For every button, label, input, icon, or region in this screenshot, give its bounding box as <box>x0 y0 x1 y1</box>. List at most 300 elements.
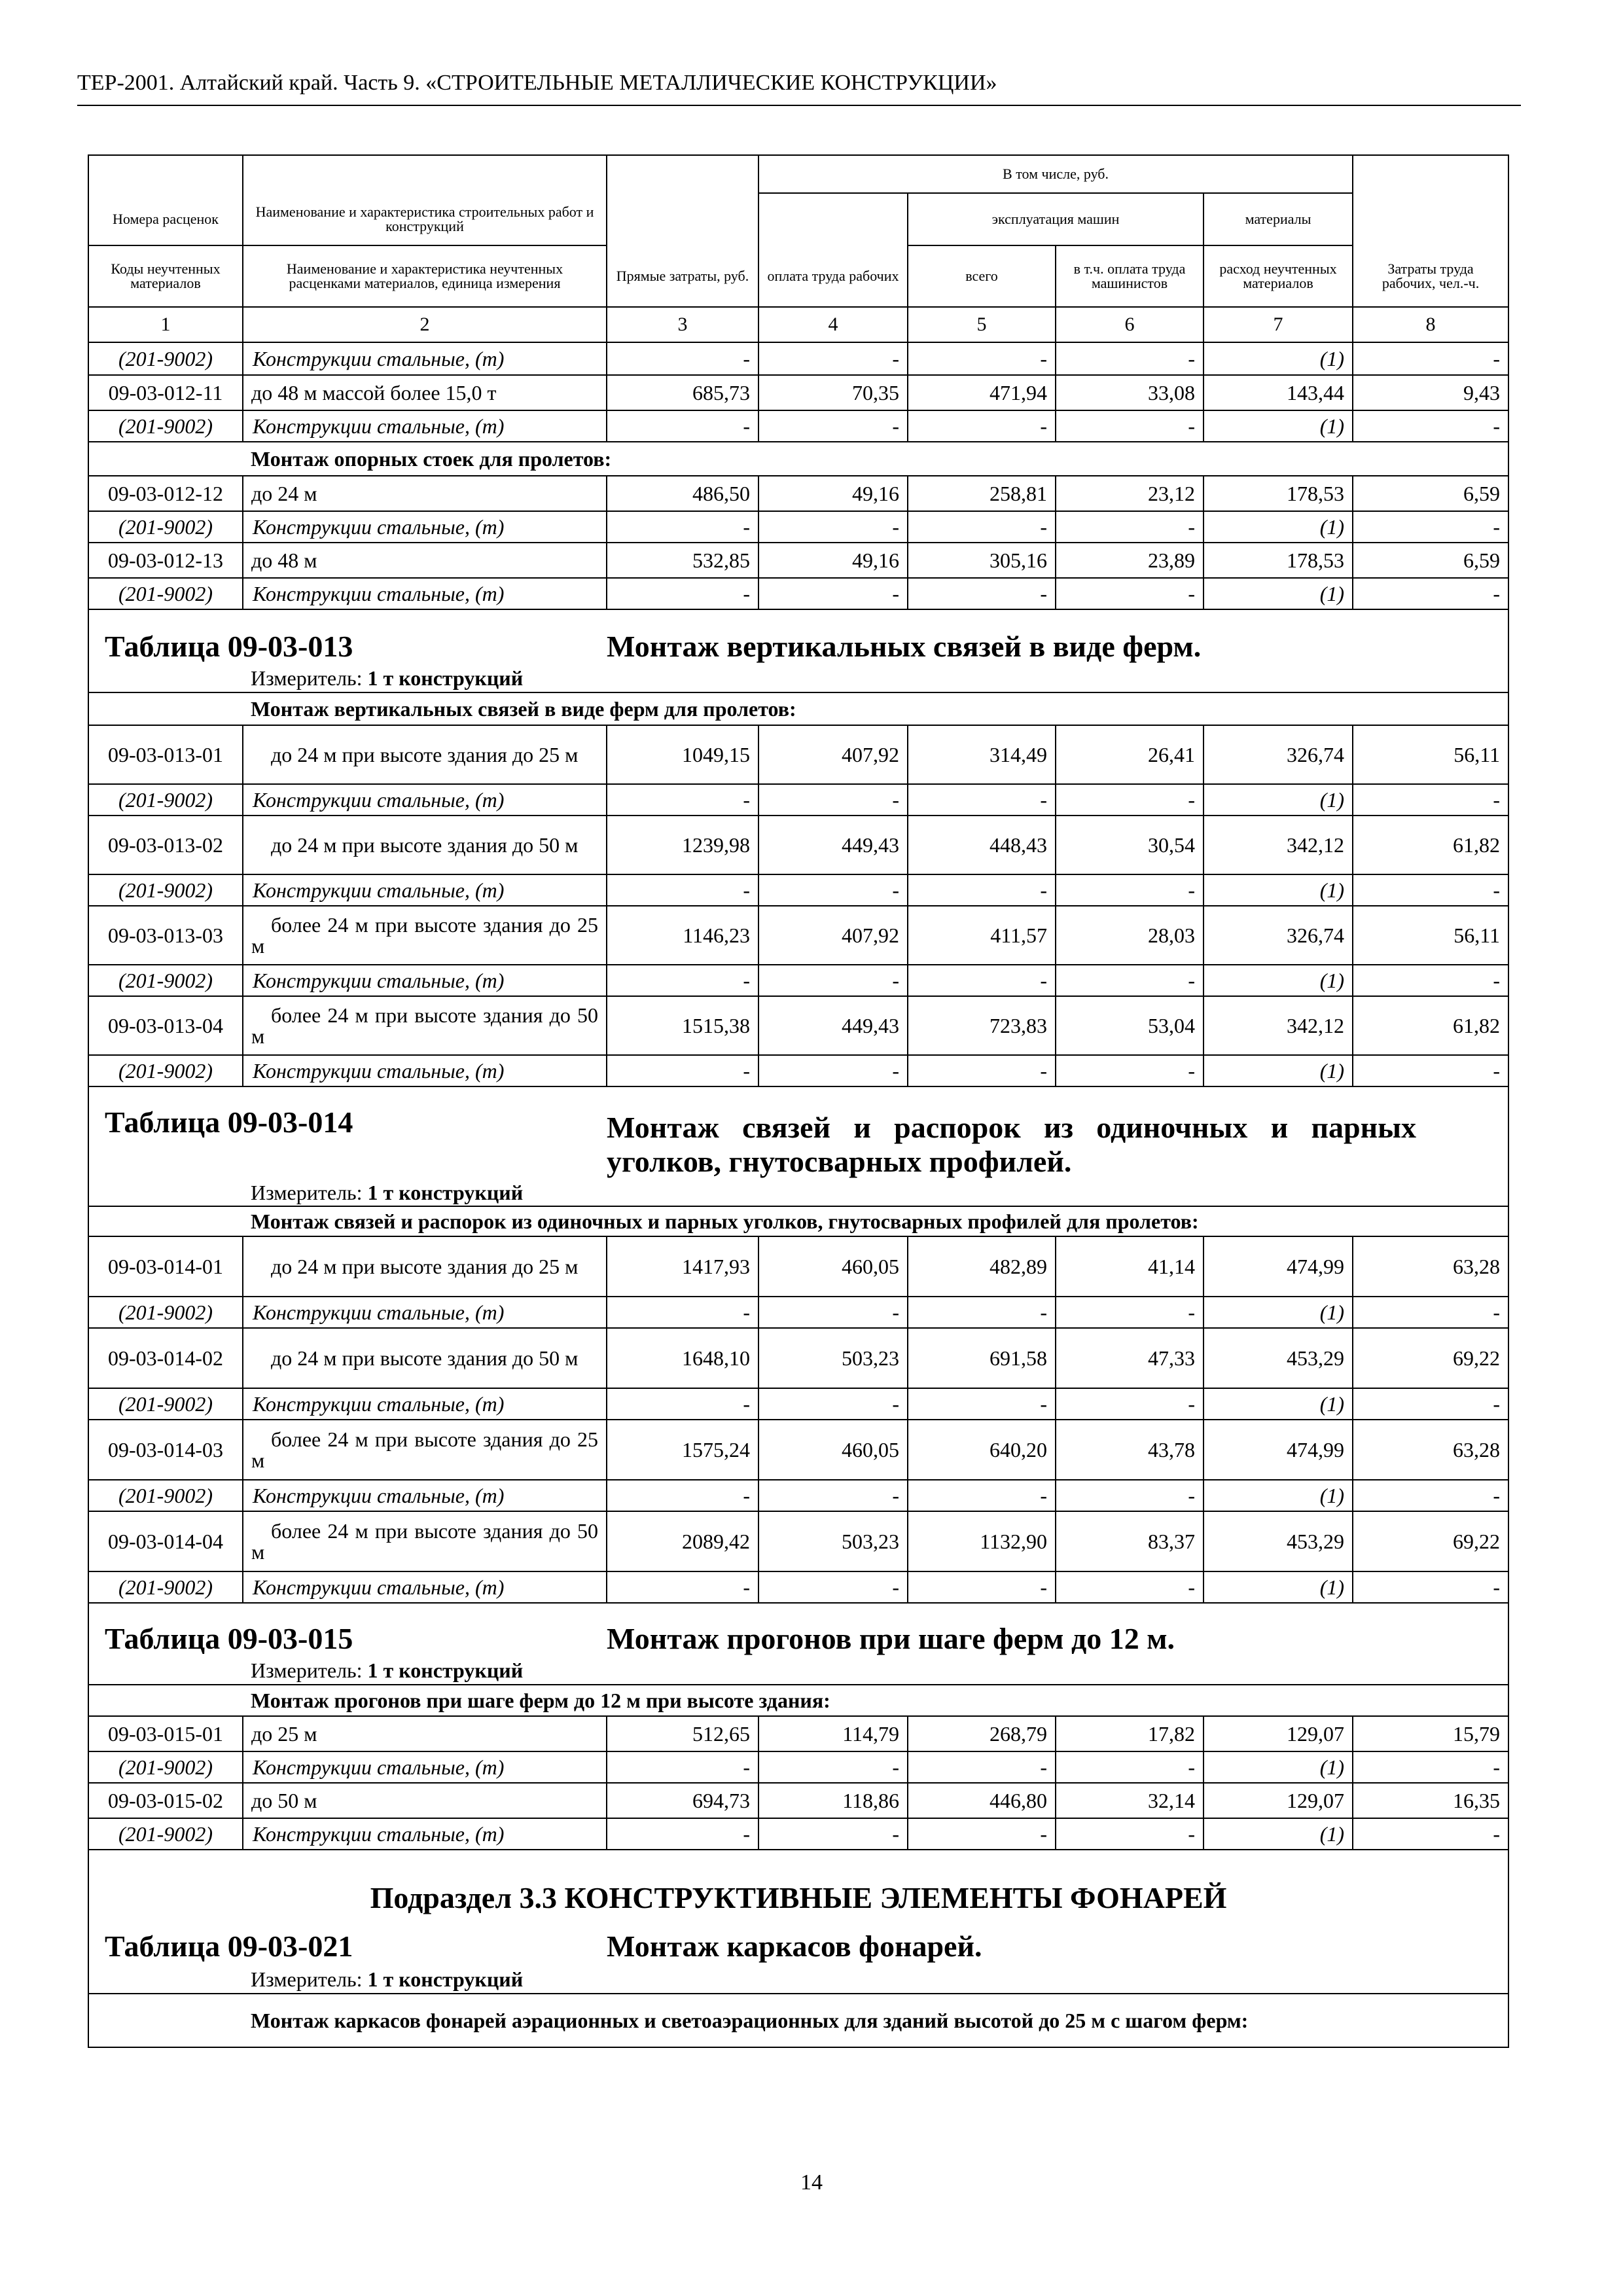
meter <box>243 1965 1508 1994</box>
dash-cell: - <box>908 965 1056 996</box>
labor-pay: 503,23 <box>758 1328 908 1388</box>
meter-row <box>88 1179 1508 1206</box>
material-code: (201-9002) <box>88 1388 243 1420</box>
meter-row <box>88 664 1508 692</box>
material-code: (201-9002) <box>88 410 243 442</box>
labor-hours: 9,43 <box>1353 375 1508 410</box>
table-number: Таблица 09-03-015 <box>88 1603 607 1656</box>
machines-total: 446,80 <box>908 1783 1056 1818</box>
dash-cell: - <box>908 1055 1056 1086</box>
material-code: (201-9002) <box>88 1480 243 1511</box>
material-consumption: 474,99 <box>1204 1420 1353 1480</box>
rate-row <box>88 1511 1508 1571</box>
dash-cell: - <box>758 410 908 442</box>
rate-row <box>88 906 1508 965</box>
material-qty: (1) <box>1204 1297 1353 1328</box>
dash-cell: - <box>1056 874 1204 906</box>
operators-pay: 30,54 <box>1056 816 1204 874</box>
material-code: (201-9002) <box>88 578 243 609</box>
labor-pay: 70,35 <box>758 375 908 410</box>
material-name: Конструкции стальные, (т) <box>243 410 607 442</box>
rate-row <box>88 476 1508 511</box>
operators-pay: 47,33 <box>1056 1328 1204 1388</box>
work-name: более 24 м при высоте здания до 25 м <box>243 1420 607 1480</box>
work-name: до 24 м при высоте здания до 50 м <box>243 816 607 874</box>
dash-cell: - <box>607 1480 758 1511</box>
operators-pay: 23,89 <box>1056 543 1204 578</box>
direct-cost: 694,73 <box>607 1783 758 1818</box>
dash-cell: - <box>758 1751 908 1783</box>
work-name: до 50 м <box>243 1783 607 1818</box>
direct-cost: 486,50 <box>607 476 758 511</box>
operators-pay: 53,04 <box>1056 996 1204 1055</box>
labor-hours: 56,11 <box>1353 906 1508 965</box>
meter-row <box>88 1656 1508 1685</box>
table-number: Таблица 09-03-014 <box>88 1086 607 1179</box>
header-materials: материалы <box>1204 193 1353 245</box>
labor-pay: 449,43 <box>758 996 908 1055</box>
table-title: Монтаж связей и распорок из одиночных и парных уголков, гнутосварных профилей. <box>607 1086 1508 1179</box>
direct-cost: 532,85 <box>607 543 758 578</box>
meter <box>243 1656 1508 1685</box>
material-consumption: 342,12 <box>1204 816 1353 874</box>
col-number: 3 <box>607 307 758 342</box>
rate-code: 09-03-013-04 <box>88 996 243 1055</box>
material-consumption: 326,74 <box>1204 725 1353 784</box>
meter <box>243 1179 1508 1206</box>
rate-code: 09-03-012-11 <box>88 375 243 410</box>
labor-hours: 69,22 <box>1353 1328 1508 1388</box>
group-header-row <box>88 442 1508 476</box>
group-header-row <box>88 692 1508 725</box>
work-name: до 48 м <box>243 543 607 578</box>
material-code: (201-9002) <box>88 511 243 543</box>
dash-cell: - <box>607 342 758 375</box>
rate-row <box>88 1716 1508 1751</box>
material-name: Конструкции стальные, (т) <box>243 1388 607 1420</box>
meter-label: Измеритель: <box>251 1180 363 1204</box>
dash-cell: - <box>908 578 1056 609</box>
header-col1-bottom: Коды неучтенных материалов <box>88 245 243 307</box>
dash-cell: - <box>758 784 908 816</box>
dash-cell: - <box>1056 1297 1204 1328</box>
material-consumption: 453,29 <box>1204 1328 1353 1388</box>
labor-hours: 63,28 <box>1353 1420 1508 1480</box>
labor-hours: 63,28 <box>1353 1236 1508 1297</box>
material-code: (201-9002) <box>88 784 243 816</box>
header-col2-top: Наименование и характеристика строительных работ и конструкций <box>243 193 607 245</box>
material-name: Конструкции стальные, (т) <box>243 578 607 609</box>
work-name: до 25 м <box>243 1716 607 1751</box>
operators-pay: 83,37 <box>1056 1511 1204 1571</box>
material-qty: (1) <box>1204 578 1353 609</box>
material-consumption: 326,74 <box>1204 906 1353 965</box>
rate-code: 09-03-013-03 <box>88 906 243 965</box>
machines-total: 1132,90 <box>908 1511 1056 1571</box>
material-consumption: 453,29 <box>1204 1511 1353 1571</box>
table-title: Монтаж вертикальных связей в виде ферм. <box>607 609 1508 664</box>
header-cell <box>607 155 758 193</box>
material-consumption: 129,07 <box>1204 1783 1353 1818</box>
dash-cell: - <box>758 1571 908 1603</box>
direct-cost: 1146,23 <box>607 906 758 965</box>
dash-cell: - <box>1353 874 1508 906</box>
dash-cell: - <box>758 965 908 996</box>
table-title: Монтаж прогонов при шаге ферм до 12 м. <box>607 1603 1508 1656</box>
dash-cell: - <box>1056 342 1204 375</box>
header-rule <box>77 105 1521 106</box>
labor-hours: 61,82 <box>1353 996 1508 1055</box>
machines-total: 314,49 <box>908 725 1056 784</box>
material-qty: (1) <box>1204 1818 1353 1850</box>
subsection-title: Подраздел 3.3 КОНСТРУКТИВНЫЕ ЭЛЕМЕНТЫ ФОНАРЕЙ <box>88 1850 1508 1928</box>
dash-cell: - <box>1353 1480 1508 1511</box>
meter-value: 1 т конструкций <box>367 666 524 690</box>
operators-pay: 41,14 <box>1056 1236 1204 1297</box>
dash-cell: - <box>758 342 908 375</box>
table-title-row <box>88 609 1508 664</box>
labor-hours: 56,11 <box>1353 725 1508 784</box>
dash-cell: - <box>758 1297 908 1328</box>
meter-value: 1 т конструкций <box>367 1658 524 1682</box>
rate-code: 09-03-013-02 <box>88 816 243 874</box>
labor-hours: 15,79 <box>1353 1716 1508 1751</box>
dash-cell: - <box>908 410 1056 442</box>
rate-row <box>88 1236 1508 1297</box>
page-number: 14 <box>800 2170 823 2195</box>
table-title-row <box>88 1086 1508 1179</box>
material-row <box>88 1571 1508 1603</box>
material-row <box>88 578 1508 609</box>
material-row <box>88 511 1508 543</box>
rate-row <box>88 996 1508 1055</box>
subsection-row <box>88 1850 1508 1928</box>
material-row <box>88 874 1508 906</box>
work-name: до 24 м <box>243 476 607 511</box>
dash-cell: - <box>1056 965 1204 996</box>
material-qty: (1) <box>1204 1388 1353 1420</box>
material-code: (201-9002) <box>88 965 243 996</box>
rate-row <box>88 543 1508 578</box>
dash-cell: - <box>908 1388 1056 1420</box>
table-title-row <box>88 1928 1508 1965</box>
table-title: Монтаж каркасов фонарей. <box>607 1928 1508 1965</box>
header-col2-bottom: Наименование и характеристика неучтенных расценками материалов, единица измерения <box>243 245 607 307</box>
material-name: Конструкции стальные, (т) <box>243 874 607 906</box>
labor-hours: 69,22 <box>1353 1511 1508 1571</box>
rate-code: 09-03-013-01 <box>88 725 243 784</box>
meter-row <box>88 1965 1508 1994</box>
dash-cell: - <box>758 1055 908 1086</box>
group-header: Монтаж вертикальных связей в виде ферм для пролетов: <box>243 692 1508 725</box>
labor-pay: 449,43 <box>758 816 908 874</box>
header-col5: всего <box>908 245 1056 307</box>
dash-cell: - <box>908 1818 1056 1850</box>
labor-pay: 407,92 <box>758 725 908 784</box>
material-consumption: 143,44 <box>1204 375 1353 410</box>
header-col8: Затраты труда рабочих, чел.-ч. <box>1353 245 1508 307</box>
rate-row <box>88 1328 1508 1388</box>
direct-cost: 685,73 <box>607 375 758 410</box>
material-name: Конструкции стальные, (т) <box>243 1480 607 1511</box>
group-header-row <box>88 1685 1508 1716</box>
material-consumption: 342,12 <box>1204 996 1353 1055</box>
group-header-row <box>88 1206 1508 1236</box>
dash-cell: - <box>607 1818 758 1850</box>
dash-cell: - <box>758 874 908 906</box>
running-header: ТЕР-2001. Алтайский край. Часть 9. «СТРОИТЕЛЬНЫЕ МЕТАЛЛИЧЕСКИЕ КОНСТРУКЦИИ» <box>77 71 997 95</box>
rate-code: 09-03-014-04 <box>88 1511 243 1571</box>
dash-cell: - <box>607 578 758 609</box>
material-qty: (1) <box>1204 1571 1353 1603</box>
operators-pay: 28,03 <box>1056 906 1204 965</box>
group-header-row <box>88 1994 1508 2047</box>
direct-cost: 1239,98 <box>607 816 758 874</box>
group-header: Монтаж опорных стоек для пролетов: <box>243 442 1508 476</box>
work-name: до 24 м при высоте здания до 25 м <box>243 725 607 784</box>
material-code: (201-9002) <box>88 342 243 375</box>
rate-code: 09-03-012-13 <box>88 543 243 578</box>
work-name: более 24 м при высоте здания до 25 м <box>243 906 607 965</box>
labor-hours: 61,82 <box>1353 816 1508 874</box>
rate-code: 09-03-014-01 <box>88 1236 243 1297</box>
material-qty: (1) <box>1204 511 1353 543</box>
material-name: Конструкции стальные, (т) <box>243 965 607 996</box>
header-col7: расход неучтенных материалов <box>1204 245 1353 307</box>
dash-cell: - <box>1056 1818 1204 1850</box>
col-number: 7 <box>1204 307 1353 342</box>
rate-row <box>88 1420 1508 1480</box>
rate-code: 09-03-012-12 <box>88 476 243 511</box>
group-header: Монтаж связей и распорок из одиночных и парных уголков, гнутосварных профилей для пролетов: <box>243 1206 1508 1236</box>
work-name: более 24 м при высоте здания до 50 м <box>243 1511 607 1571</box>
header-col4: оплата труда рабочих <box>758 245 908 307</box>
dash-cell: - <box>1353 410 1508 442</box>
dash-cell: - <box>1056 1388 1204 1420</box>
machines-total: 482,89 <box>908 1236 1056 1297</box>
meter-label: Измеритель: <box>251 1658 363 1682</box>
dash-cell: - <box>1353 511 1508 543</box>
labor-hours: 6,59 <box>1353 543 1508 578</box>
table-title-row <box>88 1603 1508 1656</box>
rates-table <box>88 154 1509 2048</box>
rate-row <box>88 1783 1508 1818</box>
dash-cell: - <box>607 511 758 543</box>
direct-cost: 2089,42 <box>607 1511 758 1571</box>
meter-value: 1 т конструкций <box>367 1180 524 1204</box>
direct-cost: 1575,24 <box>607 1420 758 1480</box>
direct-cost: 1417,93 <box>607 1236 758 1297</box>
header-cell <box>758 193 908 245</box>
labor-pay: 460,05 <box>758 1420 908 1480</box>
dash-cell: - <box>1353 1388 1508 1420</box>
dash-cell: - <box>1056 1480 1204 1511</box>
col-number: 6 <box>1056 307 1204 342</box>
operators-pay: 17,82 <box>1056 1716 1204 1751</box>
dash-cell: - <box>1056 784 1204 816</box>
material-qty: (1) <box>1204 1480 1353 1511</box>
work-name: до 48 м массой более 15,0 т <box>243 375 607 410</box>
operators-pay: 43,78 <box>1056 1420 1204 1480</box>
header-col6: в т.ч. оплата труда машинистов <box>1056 245 1204 307</box>
material-code: (201-9002) <box>88 1818 243 1850</box>
header-cell <box>243 155 607 193</box>
material-consumption: 178,53 <box>1204 476 1353 511</box>
header-col1-top: Номера расценок <box>88 193 243 245</box>
material-qty: (1) <box>1204 1055 1353 1086</box>
dash-cell: - <box>1056 1055 1204 1086</box>
machines-total: 305,16 <box>908 543 1056 578</box>
group-spacer <box>88 442 243 476</box>
machines-total: 258,81 <box>908 476 1056 511</box>
dash-cell: - <box>758 1818 908 1850</box>
material-name: Конструкции стальные, (т) <box>243 1055 607 1086</box>
material-row <box>88 1297 1508 1328</box>
material-name: Конструкции стальные, (т) <box>243 511 607 543</box>
material-code: (201-9002) <box>88 874 243 906</box>
operators-pay: 23,12 <box>1056 476 1204 511</box>
table-number: Таблица 09-03-013 <box>88 609 607 664</box>
dash-cell: - <box>607 965 758 996</box>
header-col3: Прямые затраты, руб. <box>607 245 758 307</box>
col-number: 8 <box>1353 307 1508 342</box>
work-name: до 24 м при высоте здания до 25 м <box>243 1236 607 1297</box>
machines-total: 471,94 <box>908 375 1056 410</box>
dash-cell: - <box>908 1751 1056 1783</box>
direct-cost: 1648,10 <box>607 1328 758 1388</box>
dash-cell: - <box>908 511 1056 543</box>
dash-cell: - <box>908 1571 1056 1603</box>
dash-cell: - <box>1353 1818 1508 1850</box>
material-row <box>88 1055 1508 1086</box>
dash-cell: - <box>607 1388 758 1420</box>
dash-cell: - <box>908 784 1056 816</box>
machines-total: 411,57 <box>908 906 1056 965</box>
material-name: Конструкции стальные, (т) <box>243 1571 607 1603</box>
rate-code: 09-03-015-02 <box>88 1783 243 1818</box>
labor-pay: 503,23 <box>758 1511 908 1571</box>
operators-pay: 26,41 <box>1056 725 1204 784</box>
dash-cell: - <box>1353 1055 1508 1086</box>
dash-cell: - <box>607 1751 758 1783</box>
header-cell <box>88 155 243 193</box>
material-qty: (1) <box>1204 410 1353 442</box>
col-number: 4 <box>758 307 908 342</box>
dash-cell: - <box>908 1480 1056 1511</box>
meter <box>243 664 1508 692</box>
material-consumption: 474,99 <box>1204 1236 1353 1297</box>
dash-cell: - <box>1353 965 1508 996</box>
dash-cell: - <box>607 1297 758 1328</box>
group-header: Монтаж прогонов при шаге ферм до 12 м при высоте здания: <box>243 1685 1508 1716</box>
material-row <box>88 342 1508 375</box>
machines-total: 640,20 <box>908 1420 1056 1480</box>
dash-cell: - <box>1353 784 1508 816</box>
material-qty: (1) <box>1204 784 1353 816</box>
dash-cell: - <box>1353 578 1508 609</box>
machines-total: 448,43 <box>908 816 1056 874</box>
labor-pay: 49,16 <box>758 476 908 511</box>
dash-cell: - <box>607 410 758 442</box>
dash-cell: - <box>1353 1297 1508 1328</box>
rate-code: 09-03-015-01 <box>88 1716 243 1751</box>
machines-total: 723,83 <box>908 996 1056 1055</box>
dash-cell: - <box>607 784 758 816</box>
dash-cell: - <box>607 1571 758 1603</box>
dash-cell: - <box>1056 410 1204 442</box>
material-name: Конструкции стальные, (т) <box>243 1818 607 1850</box>
material-name: Конструкции стальные, (т) <box>243 342 607 375</box>
dash-cell: - <box>908 342 1056 375</box>
direct-cost: 512,65 <box>607 1716 758 1751</box>
dash-cell: - <box>1056 1571 1204 1603</box>
work-name: до 24 м при высоте здания до 50 м <box>243 1328 607 1388</box>
material-name: Конструкции стальные, (т) <box>243 1297 607 1328</box>
header-cell <box>1353 193 1508 245</box>
rate-row <box>88 816 1508 874</box>
meter-value: 1 т конструкций <box>367 1967 524 1991</box>
dash-cell: - <box>1056 578 1204 609</box>
col-number: 2 <box>243 307 607 342</box>
labor-pay: 49,16 <box>758 543 908 578</box>
rate-row <box>88 375 1508 410</box>
rate-code: 09-03-014-03 <box>88 1420 243 1480</box>
dash-cell: - <box>1353 342 1508 375</box>
labor-pay: 114,79 <box>758 1716 908 1751</box>
meter-label: Измеритель: <box>251 666 363 690</box>
header-cell <box>1353 155 1508 193</box>
rate-row <box>88 725 1508 784</box>
material-consumption: 129,07 <box>1204 1716 1353 1751</box>
material-row <box>88 1388 1508 1420</box>
material-code: (201-9002) <box>88 1571 243 1603</box>
material-row <box>88 1751 1508 1783</box>
material-row <box>88 965 1508 996</box>
dash-cell: - <box>1056 1751 1204 1783</box>
table-header <box>88 155 1508 342</box>
dash-cell: - <box>908 874 1056 906</box>
machines-total: 691,58 <box>908 1328 1056 1388</box>
labor-hours: 6,59 <box>1353 476 1508 511</box>
material-qty: (1) <box>1204 1751 1353 1783</box>
material-row <box>88 1480 1508 1511</box>
labor-hours: 16,35 <box>1353 1783 1508 1818</box>
dash-cell: - <box>1353 1571 1508 1603</box>
direct-cost: 1049,15 <box>607 725 758 784</box>
dash-cell: - <box>908 1297 1056 1328</box>
operators-pay: 32,14 <box>1056 1783 1204 1818</box>
dash-cell: - <box>758 1480 908 1511</box>
material-code: (201-9002) <box>88 1751 243 1783</box>
material-name: Конструкции стальные, (т) <box>243 1751 607 1783</box>
material-qty: (1) <box>1204 874 1353 906</box>
material-name: Конструкции стальные, (т) <box>243 784 607 816</box>
material-row <box>88 410 1508 442</box>
header-incl: В том числе, руб. <box>758 155 1353 193</box>
material-consumption: 178,53 <box>1204 543 1353 578</box>
dash-cell: - <box>758 1388 908 1420</box>
material-row <box>88 1818 1508 1850</box>
material-code: (201-9002) <box>88 1055 243 1086</box>
col-number: 1 <box>88 307 243 342</box>
group-header: Монтаж каркасов фонарей аэрационных и светоаэрационных для зданий высотой до 25 м с шагом ферм: <box>243 1994 1508 2047</box>
rate-code: 09-03-014-02 <box>88 1328 243 1388</box>
dash-cell: - <box>607 874 758 906</box>
operators-pay: 33,08 <box>1056 375 1204 410</box>
dash-cell: - <box>1353 1751 1508 1783</box>
labor-pay: 407,92 <box>758 906 908 965</box>
header-machines: эксплуатация машин <box>908 193 1204 245</box>
